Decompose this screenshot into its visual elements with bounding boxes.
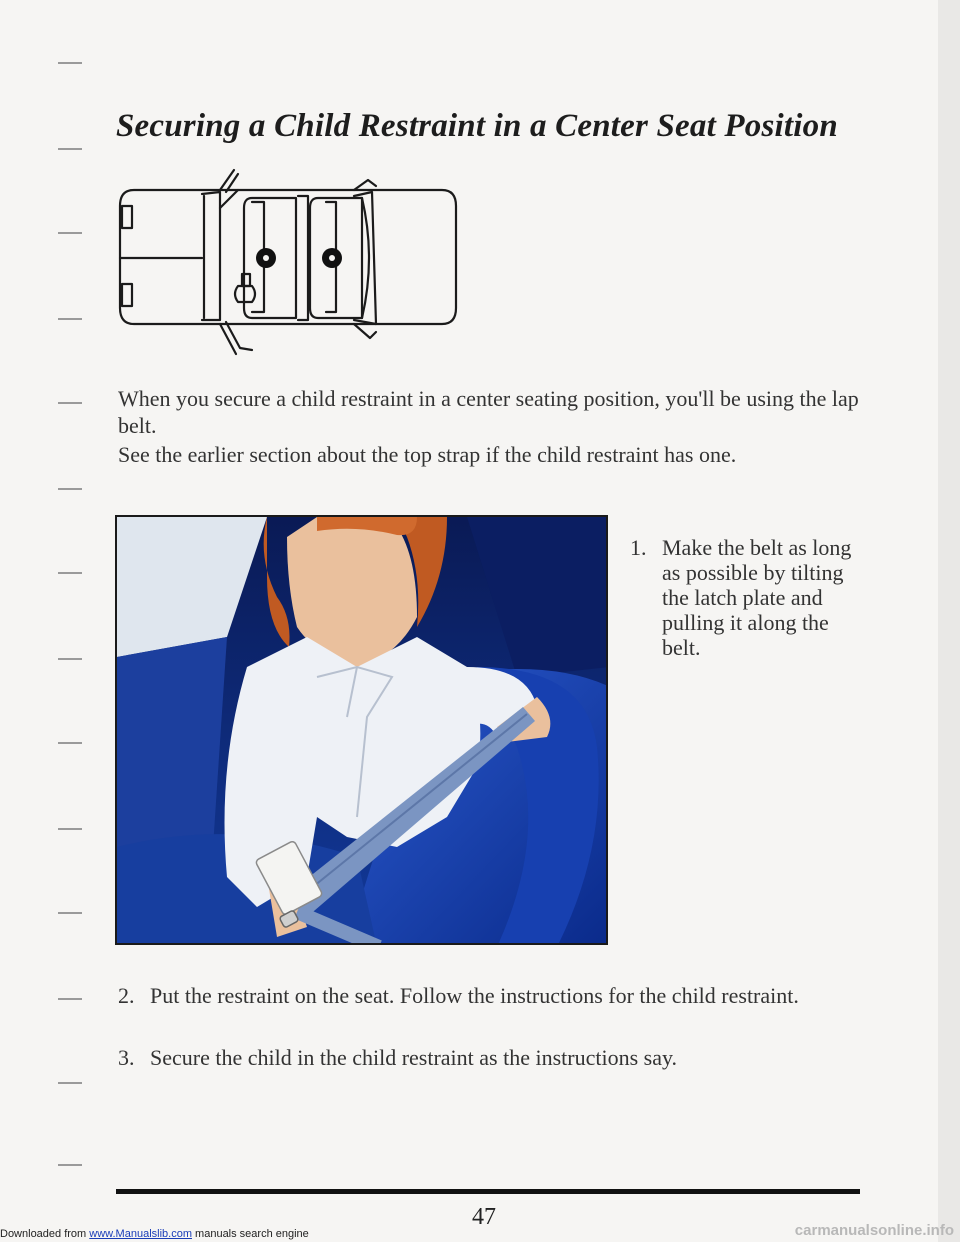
margin-mark <box>58 828 82 830</box>
car-seating-diagram <box>114 168 460 358</box>
margin-mark <box>58 658 82 660</box>
step-text: Secure the child in the child restraint as the instructions say. <box>150 1045 678 1070</box>
footer-rule <box>116 1189 860 1194</box>
step-text: Put the restraint on the seat. Follow the instructions for the child restraint. <box>150 983 799 1008</box>
download-prefix: Downloaded from <box>0 1228 87 1240</box>
margin-mark <box>58 742 82 744</box>
step-text: Make the belt as long as possible by tilting the latch plate and pulling it along the belt. <box>662 535 852 660</box>
step-number: 1. <box>630 535 647 560</box>
woman-buckling-belt-illustration <box>117 517 608 945</box>
page-title: Securing a Child Restraint in a Center Seat Position <box>116 108 838 144</box>
step-item <box>118 1044 878 1071</box>
margin-mark <box>58 62 82 64</box>
margin-mark <box>58 148 82 150</box>
margin-mark <box>58 912 82 914</box>
margin-mark <box>58 998 82 1000</box>
margin-mark <box>58 488 82 490</box>
step-number: 2. <box>118 983 135 1008</box>
watermark: carmanualsonline.info <box>794 1222 954 1239</box>
step-number: 3. <box>118 1045 135 1070</box>
step-item <box>118 982 878 1009</box>
page-edge-shade <box>938 0 960 1242</box>
page-number: 47 <box>472 1204 496 1230</box>
margin-mark <box>58 402 82 404</box>
intro-paragraph: When you secure a child restraint in a center seating position, you'll be using the lap belt. <box>118 386 859 438</box>
margin-mark <box>58 1164 82 1166</box>
download-suffix: manuals search engine <box>195 1228 309 1240</box>
margin-mark <box>58 232 82 234</box>
step-item <box>630 535 870 660</box>
margin-mark <box>58 318 82 320</box>
intro-paragraph: See the earlier section about the top strap if the child restraint has one. <box>118 442 737 467</box>
download-footer <box>0 1228 420 1240</box>
child-restraint-photo <box>115 515 608 945</box>
margin-mark <box>58 572 82 574</box>
manualslib-link[interactable]: www.Manualslib.com <box>89 1228 192 1240</box>
margin-mark <box>58 1082 82 1084</box>
